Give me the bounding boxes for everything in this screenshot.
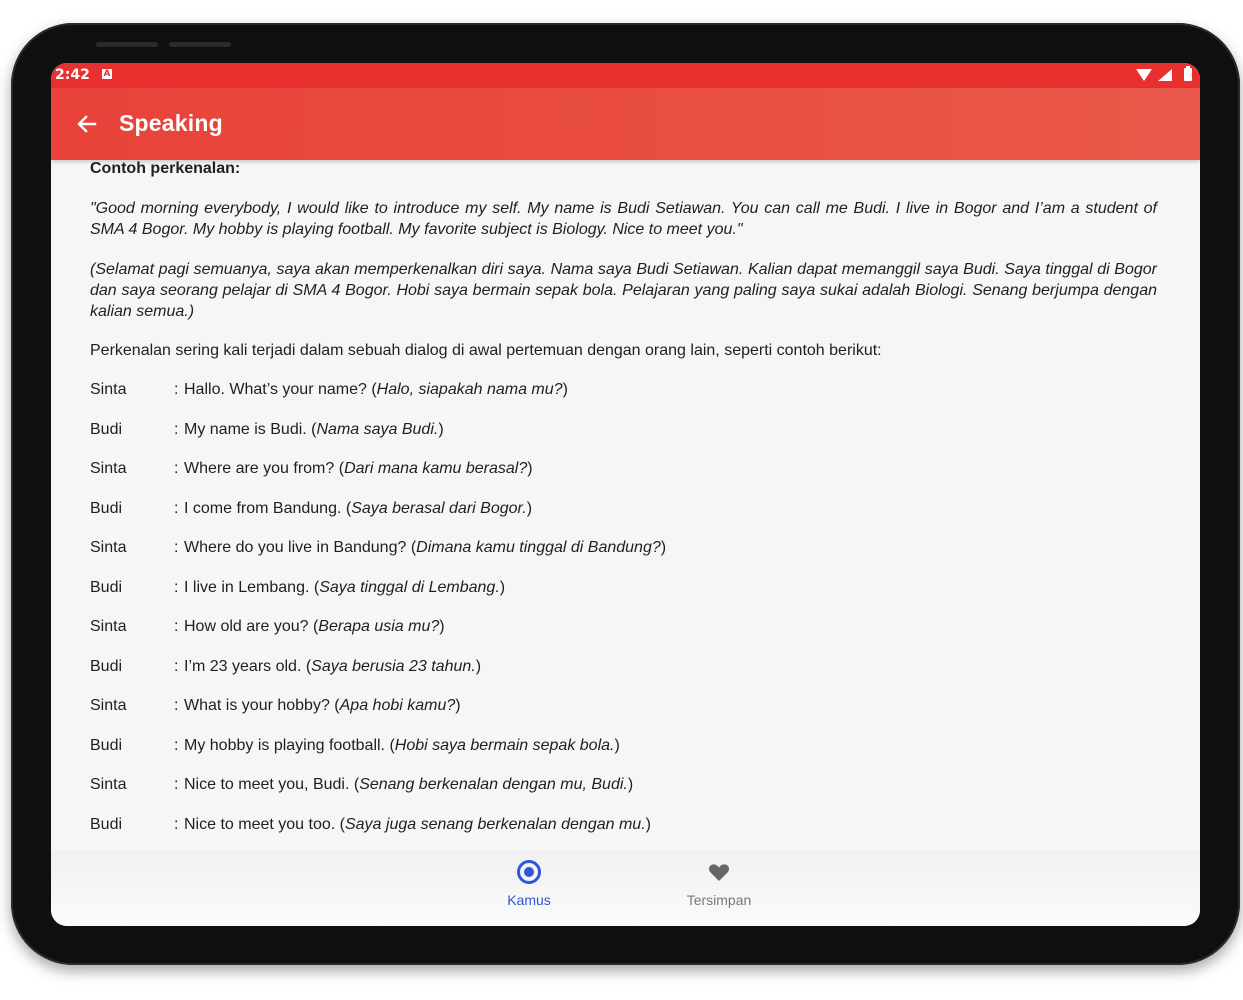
dialog-english: Where are you from? ( (184, 460, 345, 477)
dialog-translation: Dimana kamu tinggal di Bandung? (416, 539, 661, 556)
dialog-line (184, 579, 505, 597)
dialog-colon: : (174, 658, 179, 675)
kamus-icon (517, 860, 541, 884)
dialog-translation: Nama saya Budi. (316, 421, 439, 438)
dialog-line (184, 500, 532, 518)
volume-button (96, 42, 158, 47)
dialog-english: Nice to meet you too. ( (184, 816, 345, 833)
dialog-line (184, 776, 633, 794)
dialog-translation: Saya berusia 23 tahun. (311, 658, 476, 675)
app-bar (51, 88, 1200, 160)
dialog-colon: : (174, 579, 179, 596)
dialog-row (90, 776, 1157, 796)
dialog-english: My hobby is playing football. ( (184, 737, 395, 754)
dialog-colon: : (174, 381, 179, 398)
battery-icon (1184, 68, 1192, 81)
dialog-close-paren: ) (455, 697, 461, 714)
dialog-close-paren: ) (475, 658, 482, 675)
nav-item-kamus[interactable] (469, 860, 589, 908)
dialog-close-paren: ) (526, 500, 533, 517)
dialog-speaker: Sinta (90, 618, 127, 635)
dialog-translation: Hobi saya bermain sepak bola. (394, 737, 615, 754)
dialog-close-paren: ) (614, 737, 620, 754)
dialog-english: I’m 23 years old. ( (184, 658, 312, 675)
dialog-speaker: Budi (90, 579, 123, 596)
dialog-speaker: Sinta (90, 776, 127, 793)
dialog-row (90, 579, 1157, 599)
dialog-translation: Saya juga senang berkenalan dengan mu. (344, 816, 646, 833)
dialog-line (184, 460, 533, 478)
dialog-colon: : (174, 697, 179, 714)
dialog-line (184, 658, 481, 676)
nav-label-tersimpan: Tersimpan (686, 892, 752, 908)
status-time: 2:42 (55, 67, 90, 83)
dialog-colon: : (174, 737, 179, 754)
dialog-english: I live in Lembang. ( (184, 579, 320, 596)
intro-line: Perkenalan sering kali terjadi dalam sebuah dialog di awal pertemuan dengan orang lain, seperti contoh berikut: (90, 342, 882, 359)
dialog-colon: : (174, 460, 179, 477)
dialog-colon: : (174, 816, 179, 833)
dialog-english: I come from Bandung. ( (184, 500, 352, 517)
dialog-line (184, 539, 666, 557)
dialog-speaker: Budi (90, 421, 123, 438)
dialog-speaker: Sinta (90, 460, 127, 477)
heart-icon (707, 860, 731, 884)
indonesian-paragraph: (Selamat pagi semuanya, saya akan memperkenalkan diri saya. Nama saya Budi Setiawan. Kalian dapat memanggil saya Budi. Saya tinggal di Bogor dan saya seorang pelajar di SMA 4 Bogor. Hobi saya bermain sepak bola. Pelajaran yang paling saya sukai adalah Biologi. Senang berjumpa dengan kalian semua.) (90, 261, 1157, 320)
dialog-row (90, 539, 1157, 559)
dialog-english: My name is Budi. ( (184, 421, 317, 438)
dialog-translation: Apa hobi kamu? (339, 697, 456, 714)
dialog-close-paren: ) (645, 816, 651, 833)
dialog-line (184, 421, 444, 439)
nav-label-kamus: Kamus (507, 892, 551, 908)
dialog-row (90, 460, 1157, 480)
page-title: Speaking (119, 110, 223, 136)
notification-icon: A (103, 69, 111, 79)
bottom-navigation (51, 850, 1200, 926)
dialog-colon: : (174, 618, 179, 635)
dialog-translation: Senang berkenalan dengan mu, Budi. (359, 776, 628, 793)
dialog-close-paren: ) (562, 381, 568, 398)
dialog-row (90, 500, 1157, 520)
dialog-line (184, 381, 568, 399)
dialog-row (90, 737, 1157, 757)
dialog-line (184, 816, 651, 834)
dialog-row (90, 381, 1157, 401)
dialog-row (90, 618, 1157, 638)
dialog-speaker: Sinta (90, 539, 127, 556)
dialog-speaker: Sinta (90, 697, 127, 714)
wifi-icon (1136, 69, 1152, 81)
english-paragraph: "Good morning everybody, I would like to introduce my self. My name is Budi Setiawan. You can call me Budi. I live in Bogor and I’am a student of SMA 4 Bogor. My hobby is playing football. My favorite subject is Biology. Nice to meet you." (90, 200, 1157, 238)
dialog-line (184, 618, 445, 636)
dialog-speaker: Budi (90, 816, 123, 833)
nav-item-tersimpan[interactable] (659, 860, 779, 908)
dialog-english: Where do you live in Bandung? ( (184, 539, 417, 556)
dialog-row (90, 658, 1157, 678)
dialog-close-paren: ) (627, 776, 634, 793)
dialog-english: How old are you? ( (184, 618, 319, 635)
dialog-colon: : (174, 500, 179, 517)
dialog-english: Hallo. What’s your name? ( (184, 381, 377, 398)
dialog-translation: Halo, siapakah nama mu? (376, 381, 563, 398)
signal-icon (1158, 69, 1172, 81)
dialog-translation: Dari mana kamu berasal? (344, 460, 528, 477)
dialog-line (184, 737, 620, 755)
back-arrow-icon[interactable] (77, 114, 97, 134)
dialog-colon: : (174, 776, 179, 793)
dialog-close-paren: ) (660, 539, 667, 556)
section-heading: Contoh perkenalan: (90, 160, 241, 177)
volume-button (169, 42, 231, 47)
app-screen (51, 63, 1200, 926)
dialog-speaker: Budi (90, 658, 123, 675)
dialog-translation: Saya berasal dari Bogor. (351, 500, 527, 517)
lesson-content (90, 160, 1157, 850)
dialog-close-paren: ) (439, 618, 445, 635)
dialog-english: What is your hobby? ( (184, 697, 340, 714)
dialog-close-paren: ) (438, 421, 444, 438)
dialog-translation: Berapa usia mu? (318, 618, 440, 635)
dialog-colon: : (174, 421, 179, 438)
dialog-row (90, 421, 1157, 441)
dialog-speaker: Budi (90, 500, 123, 517)
dialog-speaker: Sinta (90, 381, 127, 398)
dialog-line (184, 697, 461, 715)
dialog-speaker: Budi (90, 737, 123, 754)
status-bar (51, 63, 1200, 88)
dialog-close-paren: ) (499, 579, 506, 596)
dialog-colon: : (174, 539, 179, 556)
dialog-close-paren: ) (527, 460, 533, 477)
dialog-english: Nice to meet you, Budi. ( (184, 776, 360, 793)
dialog-translation: Saya tinggal di Lembang. (319, 579, 500, 596)
dialog-row (90, 816, 1157, 836)
dialog-row (90, 697, 1157, 717)
